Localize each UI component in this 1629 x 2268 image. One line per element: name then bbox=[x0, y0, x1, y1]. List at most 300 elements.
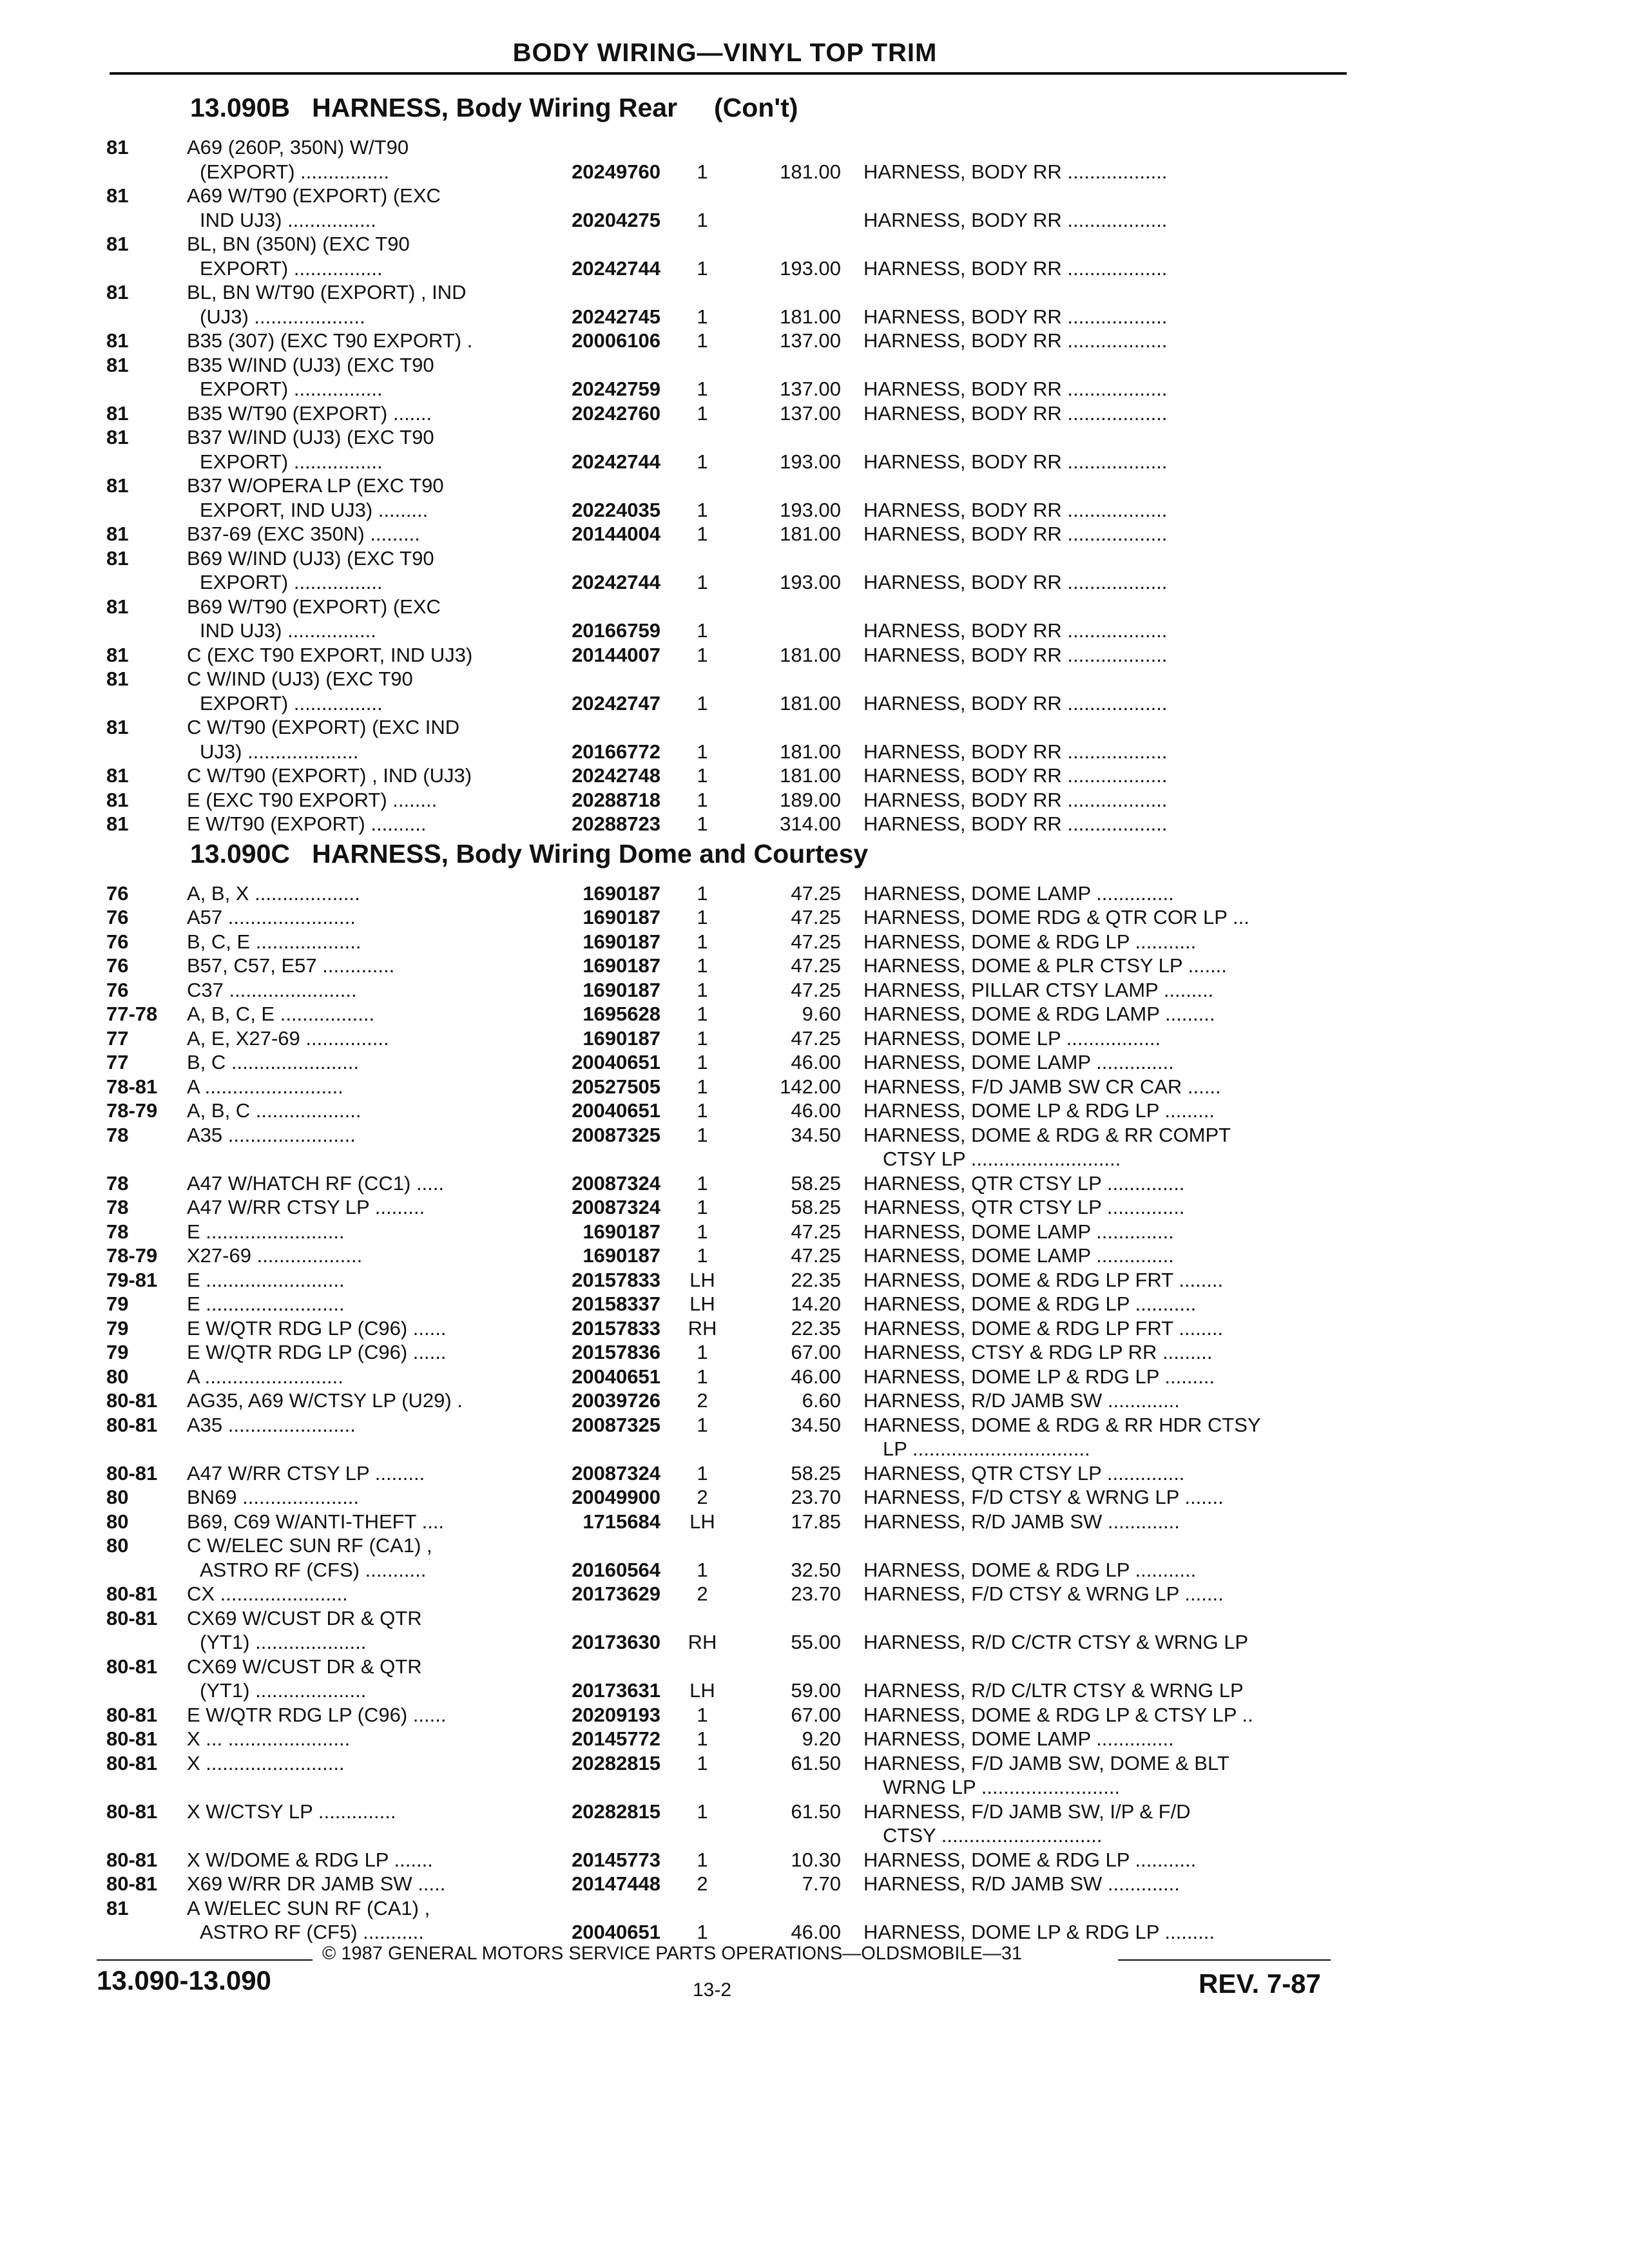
quantity: 1 bbox=[697, 1703, 708, 1726]
quantity: LH bbox=[689, 1679, 715, 1702]
part-name: HARNESS, DOME & RDG LP ........... bbox=[863, 1293, 1197, 1315]
part-name: HARNESS, DOME & PLR CTSY LP ....... bbox=[863, 954, 1227, 977]
quantity: 1 bbox=[697, 812, 708, 835]
part-number: 20087324 bbox=[572, 1461, 660, 1485]
description: A, B, C ................... bbox=[187, 1099, 361, 1122]
quantity: 1 bbox=[697, 1461, 708, 1485]
price: 22.35 bbox=[791, 1316, 841, 1340]
page-title: BODY WIRING—VINYL TOP TRIM bbox=[512, 39, 938, 67]
part-number: 20242744 bbox=[572, 450, 660, 473]
description: ASTRO RF (CFS) ........... bbox=[200, 1558, 427, 1581]
description: (YT1) .................... bbox=[200, 1679, 367, 1702]
parts-row bbox=[0, 1558, 1629, 1582]
model-years: 78 bbox=[106, 1196, 129, 1218]
quantity: 2 bbox=[697, 1872, 708, 1895]
quantity: 1 bbox=[697, 788, 708, 811]
model-years: 81 bbox=[106, 643, 129, 666]
model-years: 78 bbox=[106, 1220, 129, 1243]
price: 193.00 bbox=[780, 498, 841, 521]
description: A47 W/RR CTSY LP ......... bbox=[187, 1196, 425, 1218]
part-name: HARNESS, QTR CTSY LP .............. bbox=[863, 1196, 1185, 1218]
description: BN69 ..................... bbox=[187, 1486, 360, 1508]
part-name: HARNESS, BODY RR .................. bbox=[863, 305, 1168, 328]
quantity: 1 bbox=[697, 571, 708, 593]
model-years: 80-81 bbox=[106, 1655, 158, 1678]
price: 181.00 bbox=[780, 764, 841, 787]
part-name: HARNESS, BODY RR .................. bbox=[863, 401, 1168, 425]
model-years: 81 bbox=[106, 426, 129, 448]
part-name: HARNESS, DOME LP & RDG LP ......... bbox=[863, 1365, 1215, 1388]
parts-row bbox=[0, 353, 1629, 378]
parts-row bbox=[0, 1026, 1629, 1051]
price: 47.25 bbox=[791, 1244, 841, 1267]
part-name: HARNESS, DOME & RDG & RR COMPT bbox=[863, 1123, 1231, 1146]
parts-row bbox=[0, 1147, 1629, 1171]
quantity: 1 bbox=[697, 1244, 708, 1267]
part-name: HARNESS, BODY RR .................. bbox=[863, 691, 1168, 715]
part-number: 20040651 bbox=[572, 1365, 660, 1388]
price: 46.00 bbox=[791, 1365, 841, 1388]
parts-row bbox=[0, 1800, 1629, 1824]
section-header bbox=[0, 836, 1629, 881]
parts-row bbox=[0, 788, 1629, 812]
parts-row bbox=[0, 1002, 1629, 1026]
part-number: 20288718 bbox=[572, 788, 660, 811]
model-years: 80-81 bbox=[106, 1848, 158, 1871]
parts-row bbox=[0, 954, 1629, 978]
footer-rule-left bbox=[97, 1959, 313, 1961]
model-years: 78-79 bbox=[106, 1099, 158, 1122]
model-years: 80-81 bbox=[106, 1461, 158, 1485]
part-number: 20242747 bbox=[572, 691, 660, 715]
price: 59.00 bbox=[791, 1679, 841, 1702]
parts-row bbox=[0, 1171, 1629, 1196]
description: E ......................... bbox=[187, 1268, 345, 1291]
parts-row bbox=[0, 1872, 1629, 1896]
description: B69, C69 W/ANTI-THEFT .... bbox=[187, 1510, 445, 1533]
part-number: 20209193 bbox=[572, 1703, 660, 1726]
parts-row bbox=[0, 1655, 1629, 1679]
price: 193.00 bbox=[780, 256, 841, 280]
parts-row bbox=[0, 160, 1629, 184]
footer-page-number: 13-2 bbox=[693, 1979, 732, 2001]
part-name: HARNESS, BODY RR .................. bbox=[863, 523, 1168, 545]
model-years: 81 bbox=[106, 788, 129, 811]
model-years: 78 bbox=[106, 1171, 129, 1195]
quantity: 1 bbox=[697, 1026, 708, 1050]
part-number: 20242760 bbox=[572, 401, 660, 425]
description: X W/CTSY LP .............. bbox=[187, 1800, 396, 1823]
part-name: HARNESS, DOME LAMP .............. bbox=[863, 1220, 1174, 1243]
description: EXPORT) ................ bbox=[200, 691, 383, 715]
model-years: 77 bbox=[106, 1051, 129, 1073]
model-years: 81 bbox=[106, 668, 129, 690]
quantity: 1 bbox=[697, 906, 708, 928]
parts-row bbox=[0, 329, 1629, 353]
part-number: 20087324 bbox=[572, 1196, 660, 1218]
description: EXPORT, IND UJ3) ......... bbox=[200, 498, 429, 521]
model-years: 81 bbox=[106, 595, 129, 618]
parts-row bbox=[0, 1582, 1629, 1606]
model-years: 80 bbox=[106, 1365, 129, 1388]
part-name: HARNESS, DOME RDG & QTR COR LP ... bbox=[863, 906, 1249, 928]
price: 47.25 bbox=[791, 906, 841, 928]
part-number: 1690187 bbox=[583, 906, 660, 928]
description: EXPORT) ................ bbox=[200, 256, 383, 280]
part-number: 20160564 bbox=[572, 1558, 660, 1581]
part-name: HARNESS, BODY RR .................. bbox=[863, 764, 1168, 787]
price: 34.50 bbox=[791, 1123, 841, 1146]
part-number: 1690187 bbox=[583, 1026, 660, 1050]
quantity: 1 bbox=[697, 1003, 708, 1025]
description: UJ3) .................... bbox=[200, 740, 359, 763]
part-number: 20242759 bbox=[572, 378, 660, 400]
parts-row bbox=[0, 184, 1629, 208]
description: X ......................... bbox=[187, 1751, 345, 1774]
part-number: 1690187 bbox=[583, 954, 660, 977]
part-number: 1695628 bbox=[583, 1003, 660, 1025]
part-number: 20145773 bbox=[572, 1848, 660, 1871]
description: A, E, X27-69 ............... bbox=[187, 1026, 389, 1050]
parts-row bbox=[0, 905, 1629, 930]
part-number: 1690187 bbox=[583, 1244, 660, 1267]
model-years: 81 bbox=[106, 184, 129, 207]
quantity: 1 bbox=[697, 1220, 708, 1243]
parts-row bbox=[0, 881, 1629, 906]
quantity: 1 bbox=[697, 930, 708, 953]
description: C37 ....................... bbox=[187, 978, 357, 1001]
part-number: 20144004 bbox=[572, 523, 660, 545]
part-name: HARNESS, DOME LAMP .............. bbox=[863, 881, 1174, 905]
copyright-notice: © 1987 GENERAL MOTORS SERVICE PARTS OPERATIONS—OLDSMOBILE—31 bbox=[322, 1943, 1023, 1964]
part-name: HARNESS, F/D CTSY & WRNG LP ....... bbox=[863, 1582, 1224, 1605]
section-title: 13.090C HARNESS, Body Wiring Dome and Courtesy bbox=[190, 838, 869, 869]
parts-row bbox=[0, 280, 1629, 305]
parts-row bbox=[0, 570, 1629, 595]
description: ASTRO RF (CF5) ........... bbox=[200, 1921, 424, 1943]
price: 46.00 bbox=[791, 1921, 841, 1943]
part-number: 20242748 bbox=[572, 764, 660, 787]
price: 47.25 bbox=[791, 1026, 841, 1050]
parts-row bbox=[0, 1316, 1629, 1341]
model-years: 81 bbox=[106, 523, 129, 545]
part-number: 20242745 bbox=[572, 305, 660, 328]
parts-row bbox=[0, 1461, 1629, 1486]
parts-row bbox=[0, 232, 1629, 256]
price: 17.85 bbox=[791, 1510, 841, 1533]
parts-row bbox=[0, 474, 1629, 498]
description: BL, BN W/T90 (EXPORT) , IND bbox=[187, 281, 467, 303]
description: B, C ....................... bbox=[187, 1051, 359, 1073]
price: 137.00 bbox=[780, 401, 841, 425]
price: 10.30 bbox=[791, 1848, 841, 1871]
description: X ... ...................... bbox=[187, 1727, 351, 1750]
parts-row bbox=[0, 1485, 1629, 1510]
quantity: 1 bbox=[697, 1171, 708, 1195]
part-name: HARNESS, DOME LP & RDG LP ......... bbox=[863, 1921, 1215, 1943]
part-name: CTSY ............................. bbox=[883, 1824, 1103, 1847]
description: CX69 W/CUST DR & QTR bbox=[187, 1655, 422, 1678]
description: B, C, E ................... bbox=[187, 930, 361, 953]
description: B37-69 (EXC 350N) ......... bbox=[187, 523, 420, 545]
price: 47.25 bbox=[791, 978, 841, 1001]
quantity: 1 bbox=[697, 619, 708, 642]
description: A47 W/RR CTSY LP ......... bbox=[187, 1461, 425, 1485]
model-years: 80 bbox=[106, 1534, 129, 1557]
part-name: HARNESS, BODY RR .................. bbox=[863, 740, 1168, 763]
parts-row bbox=[0, 1220, 1629, 1244]
part-name: HARNESS, BODY RR .................. bbox=[863, 160, 1168, 183]
description: B35 W/IND (UJ3) (EXC T90 bbox=[187, 353, 434, 376]
quantity: 2 bbox=[697, 1582, 708, 1605]
description: A47 W/HATCH RF (CC1) ..... bbox=[187, 1171, 445, 1195]
footer-section-range: 13.090-13.090 bbox=[97, 1965, 271, 1995]
price: 46.00 bbox=[791, 1051, 841, 1073]
part-number: 1690187 bbox=[583, 881, 660, 905]
description: IND UJ3) ................ bbox=[200, 208, 376, 231]
quantity: 1 bbox=[697, 329, 708, 352]
price: 14.20 bbox=[791, 1293, 841, 1315]
part-number: 20204275 bbox=[572, 208, 660, 231]
model-years: 77 bbox=[106, 1026, 129, 1050]
part-number: 20224035 bbox=[572, 498, 660, 521]
part-name: LP ................................ bbox=[883, 1437, 1090, 1460]
quantity: 1 bbox=[697, 764, 708, 787]
parts-row bbox=[0, 764, 1629, 788]
description: C W/IND (UJ3) (EXC T90 bbox=[187, 668, 413, 690]
part-name: HARNESS, DOME LAMP .............. bbox=[863, 1051, 1174, 1073]
quantity: LH bbox=[689, 1510, 715, 1533]
quantity: 1 bbox=[697, 1123, 708, 1146]
model-years: 79 bbox=[106, 1316, 129, 1340]
parts-row bbox=[0, 1099, 1629, 1123]
part-number: 20288723 bbox=[572, 812, 660, 835]
price: 58.25 bbox=[791, 1196, 841, 1218]
parts-row bbox=[0, 256, 1629, 281]
part-number: 20282815 bbox=[572, 1800, 660, 1823]
parts-list bbox=[0, 90, 1629, 1945]
description: EXPORT) ................ bbox=[200, 450, 383, 473]
description: E (EXC T90 EXPORT) ........ bbox=[187, 788, 438, 811]
quantity: 1 bbox=[697, 305, 708, 328]
part-number: 20040651 bbox=[572, 1051, 660, 1073]
quantity: 2 bbox=[697, 1486, 708, 1508]
price: 9.60 bbox=[802, 1003, 841, 1025]
part-number: 20040651 bbox=[572, 1921, 660, 1943]
model-years: 78-81 bbox=[106, 1075, 158, 1098]
description: IND UJ3) ................ bbox=[200, 619, 376, 642]
model-years: 81 bbox=[106, 233, 129, 255]
part-name: HARNESS, BODY RR .................. bbox=[863, 329, 1168, 352]
parts-row bbox=[0, 1268, 1629, 1293]
quantity: 1 bbox=[697, 1341, 708, 1363]
quantity: 1 bbox=[697, 1727, 708, 1750]
parts-row bbox=[0, 1413, 1629, 1437]
parts-row bbox=[0, 1123, 1629, 1148]
model-years: 80 bbox=[106, 1486, 129, 1508]
model-years: 81 bbox=[106, 474, 129, 497]
description: A69 (260P, 350N) W/T90 bbox=[187, 136, 409, 159]
model-years: 80-81 bbox=[106, 1606, 158, 1629]
part-name: HARNESS, BODY RR .................. bbox=[863, 788, 1168, 811]
price: 22.35 bbox=[791, 1268, 841, 1291]
description: B35 (307) (EXC T90 EXPORT) . bbox=[187, 329, 473, 352]
description: (EXPORT) ................ bbox=[200, 160, 389, 183]
description: B69 W/IND (UJ3) (EXC T90 bbox=[187, 546, 434, 570]
price: 142.00 bbox=[780, 1075, 841, 1098]
model-years: 80-81 bbox=[106, 1389, 158, 1412]
price: 67.00 bbox=[791, 1341, 841, 1363]
part-number: 20527505 bbox=[572, 1075, 660, 1098]
quantity: 1 bbox=[697, 978, 708, 1001]
part-number: 20158337 bbox=[572, 1293, 660, 1315]
price: 181.00 bbox=[780, 643, 841, 666]
part-name: HARNESS, DOME & RDG & RR HDR CTSY bbox=[863, 1413, 1261, 1436]
description: B57, C57, E57 ............. bbox=[187, 954, 395, 977]
parts-row bbox=[0, 1751, 1629, 1776]
description: A ......................... bbox=[187, 1365, 343, 1388]
description: CX69 W/CUST DR & QTR bbox=[187, 1606, 422, 1629]
price: 193.00 bbox=[780, 571, 841, 593]
part-name: HARNESS, DOME & RDG LP FRT ........ bbox=[863, 1316, 1224, 1340]
quantity: 1 bbox=[697, 1075, 708, 1098]
description: A, B, X ................... bbox=[187, 881, 360, 905]
model-years: 81 bbox=[106, 136, 129, 159]
model-years: 78 bbox=[106, 1123, 129, 1146]
description: B37 W/OPERA LP (EXC T90 bbox=[187, 474, 444, 497]
model-years: 81 bbox=[106, 353, 129, 376]
footer-revision: REV. 7-87 bbox=[1199, 1968, 1321, 1999]
part-name: HARNESS, BODY RR .................. bbox=[863, 643, 1168, 666]
parts-row bbox=[0, 595, 1629, 619]
quantity: 1 bbox=[697, 1365, 708, 1388]
price: 6.60 bbox=[802, 1389, 841, 1412]
quantity: 1 bbox=[697, 160, 708, 183]
part-name: HARNESS, BODY RR .................. bbox=[863, 571, 1168, 593]
model-years: 79 bbox=[106, 1341, 129, 1363]
parts-row bbox=[0, 643, 1629, 668]
part-number: 1715684 bbox=[583, 1510, 660, 1533]
description: E W/T90 (EXPORT) .......... bbox=[187, 812, 427, 835]
model-years: 80-81 bbox=[106, 1872, 158, 1895]
part-number: 20173631 bbox=[572, 1679, 660, 1702]
part-name: HARNESS, F/D JAMB SW CR CAR ...... bbox=[863, 1075, 1221, 1098]
part-name: HARNESS, PILLAR CTSY LAMP ......... bbox=[863, 978, 1214, 1001]
parts-row bbox=[0, 208, 1629, 233]
section-title: 13.090B HARNESS, Body Wiring Rear (Con't) bbox=[190, 93, 798, 122]
part-number: 20282815 bbox=[572, 1751, 660, 1774]
price: 137.00 bbox=[780, 329, 841, 352]
description: BL, BN (350N) (EXC T90 bbox=[187, 233, 410, 255]
price: 47.25 bbox=[791, 1220, 841, 1243]
part-number: 20157836 bbox=[572, 1341, 660, 1363]
parts-row bbox=[0, 715, 1629, 740]
price: 189.00 bbox=[780, 788, 841, 811]
part-name: HARNESS, BODY RR .................. bbox=[863, 498, 1168, 521]
description: A69 W/T90 (EXPORT) (EXC bbox=[187, 184, 441, 207]
part-number: 20087324 bbox=[572, 1171, 660, 1195]
part-number: 20166772 bbox=[572, 740, 660, 763]
parts-row bbox=[0, 619, 1629, 643]
quantity: 1 bbox=[697, 1921, 708, 1943]
part-name: HARNESS, DOME LP & RDG LP ......... bbox=[863, 1099, 1215, 1122]
model-years: 76 bbox=[106, 881, 129, 905]
price: 47.25 bbox=[791, 954, 841, 977]
price: 137.00 bbox=[780, 378, 841, 400]
description: CX ....................... bbox=[187, 1582, 348, 1605]
part-number: 20040651 bbox=[572, 1099, 660, 1122]
parts-row bbox=[0, 377, 1629, 401]
model-years: 81 bbox=[106, 716, 129, 738]
part-name: HARNESS, BODY RR .................. bbox=[863, 208, 1168, 231]
quantity: 1 bbox=[697, 1848, 708, 1871]
parts-row bbox=[0, 546, 1629, 571]
part-number: 20173630 bbox=[572, 1631, 660, 1653]
parts-row bbox=[0, 135, 1629, 160]
part-number: 20049900 bbox=[572, 1486, 660, 1508]
model-years: 81 bbox=[106, 281, 129, 303]
description: E ......................... bbox=[187, 1293, 345, 1315]
price: 181.00 bbox=[780, 740, 841, 763]
parts-row bbox=[0, 930, 1629, 954]
quantity: 1 bbox=[697, 378, 708, 400]
model-years: 80-81 bbox=[106, 1751, 158, 1774]
description: A, B, C, E ................. bbox=[187, 1003, 375, 1025]
parts-row bbox=[0, 1896, 1629, 1921]
part-number: 20087325 bbox=[572, 1413, 660, 1436]
part-name: HARNESS, CTSY & RDG LP RR ......... bbox=[863, 1341, 1213, 1363]
part-name: HARNESS, DOME & RDG LP ........... bbox=[863, 1558, 1197, 1581]
footer-rule-right bbox=[1118, 1959, 1331, 1961]
model-years: 78-79 bbox=[106, 1244, 158, 1267]
quantity: 1 bbox=[697, 523, 708, 545]
description: B37 W/IND (UJ3) (EXC T90 bbox=[187, 426, 434, 448]
quantity: 1 bbox=[697, 208, 708, 231]
price: 34.50 bbox=[791, 1413, 841, 1436]
parts-row bbox=[0, 691, 1629, 716]
model-years: 76 bbox=[106, 954, 129, 977]
parts-row bbox=[0, 1195, 1629, 1220]
description: A W/ELEC SUN RF (CA1) , bbox=[187, 1896, 430, 1919]
price: 32.50 bbox=[791, 1558, 841, 1581]
part-name: HARNESS, F/D JAMB SW, I/P & F/D bbox=[863, 1800, 1191, 1823]
parts-row bbox=[0, 1703, 1629, 1727]
quantity: 1 bbox=[697, 256, 708, 280]
parts-row bbox=[0, 667, 1629, 691]
price: 23.70 bbox=[791, 1486, 841, 1508]
description: (UJ3) .................... bbox=[200, 305, 365, 328]
price: 314.00 bbox=[780, 812, 841, 835]
model-years: 81 bbox=[106, 401, 129, 425]
parts-row bbox=[0, 1678, 1629, 1703]
part-name: HARNESS, DOME & RDG LP ........... bbox=[863, 930, 1197, 953]
quantity: 1 bbox=[697, 1099, 708, 1122]
parts-row bbox=[0, 1437, 1629, 1461]
model-years: 81 bbox=[106, 764, 129, 787]
parts-row bbox=[0, 522, 1629, 546]
part-number: 20157833 bbox=[572, 1268, 660, 1291]
description: B69 W/T90 (EXPORT) (EXC bbox=[187, 595, 441, 618]
model-years: 80 bbox=[106, 1510, 129, 1533]
price: 23.70 bbox=[791, 1582, 841, 1605]
part-name: HARNESS, BODY RR .................. bbox=[863, 619, 1168, 642]
model-years: 80-81 bbox=[106, 1582, 158, 1605]
part-name: HARNESS, QTR CTSY LP .............. bbox=[863, 1461, 1185, 1485]
parts-row bbox=[0, 1848, 1629, 1872]
model-years: 80-81 bbox=[106, 1413, 158, 1436]
parts-row bbox=[0, 1775, 1629, 1800]
parts-row bbox=[0, 1823, 1629, 1848]
